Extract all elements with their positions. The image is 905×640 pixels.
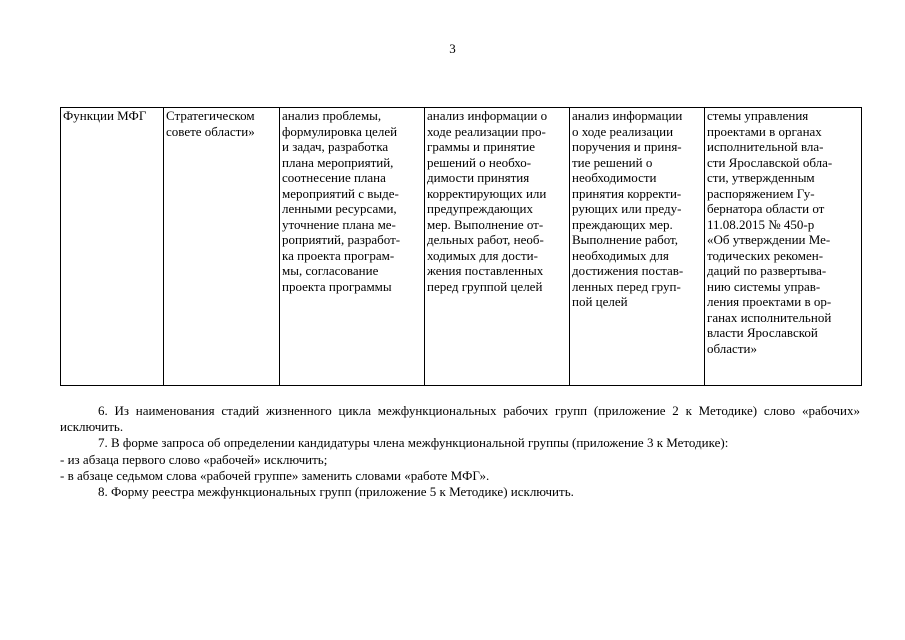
table-cell: Стратегическом совете области»	[164, 108, 280, 386]
table-cell: анализ информации о ходе реализации поручения и приня- тие решений о необходимости принятия корректи- рующих или преду- преждающих мер. Выполнение работ, необходимых для достижения постав- ленных перед груп- пой целей	[570, 108, 705, 386]
table-cell: анализ проблемы, формулировка целей и задач, разработка плана мероприятий, соотнесение плана мероприятий с выде- ленными ресурсами, уточнение плана ме- роприятий, разработ- ка проекта програм- мы, согласование проекта программы	[280, 108, 425, 386]
list-item: - в абзаце седьмом слова «рабочей группе» заменить словами «работе МФГ».	[60, 467, 490, 483]
table-cell-header: Функции МФГ	[61, 108, 164, 386]
page-number: 3	[449, 41, 456, 56]
table-row	[61, 108, 862, 386]
paragraph-8: 8. Форму реестра межфункциональных групп (приложение 5 к Методике) исключить.	[98, 484, 574, 500]
table-cell: анализ информации о ходе реализации про- граммы и принятие решений о необхо- димости принятия корректирующих или предупреждающих мер. Выполнение от- дельных работ, необ- ходимых для дости- жения поставленных перед группой целей	[425, 108, 570, 386]
document-body	[60, 403, 860, 500]
functions-table	[60, 107, 862, 386]
paragraph-7: 7. В форме запроса об определении кандидатуры члена межфункциональной группы (приложение 3 к Методике):	[98, 435, 729, 451]
paragraph-6: 6. Из наименования стадий жизненного цикла межфункциональных рабочих групп (приложение 2 к Методике) слово «рабочих» исключить.	[60, 403, 860, 435]
list-item: - из абзаца первого слово «рабочей» исключить;	[60, 451, 328, 467]
table-cell: стемы управления проектами в органах исполнительной вла- сти Ярославской обла- сти, утвержденным распоряжением Гу- бернатора области от 11.08.2015 № 450-р «Об утверждении Ме- тодических рекомен- даций по развертыва- нию системы управ- ления проектами в ор- ганах исполнительной власти Ярославской области»	[705, 108, 862, 386]
